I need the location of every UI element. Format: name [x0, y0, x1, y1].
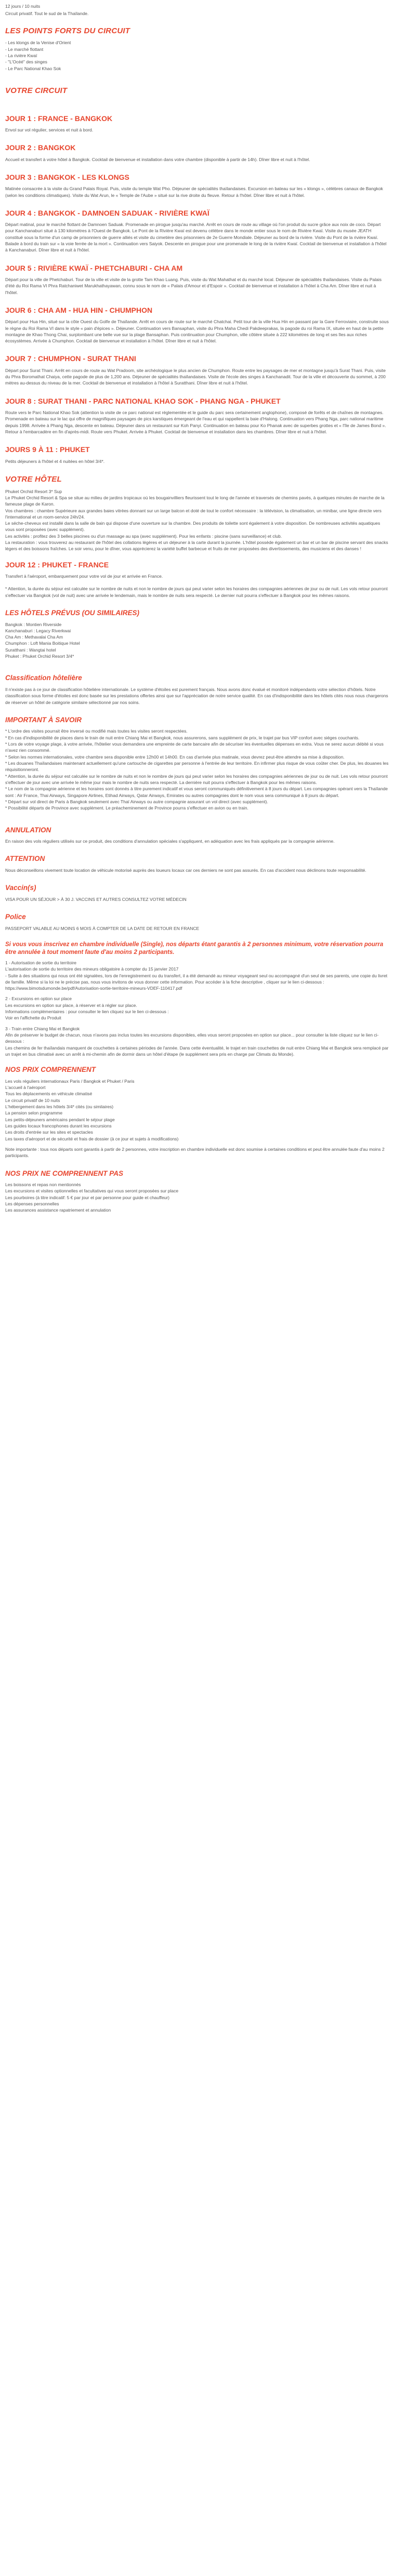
price-includes-title: NOS PRIX COMPRENNENT: [5, 1066, 96, 1074]
price-includes-item: Les vols réguliers internationaux Paris / Bangkok et Phuket / Paris: [5, 1078, 135, 1084]
price-excludes-item: Les assurances assistance rapatriement et annulation: [5, 1207, 111, 1213]
cancellation-text: En raison des vols réguliers utilisés sur ce produit, des conditions d'annulation spéciales s'appliquent, en adéquation avec les frais appliqués par la compagnie aérienne.: [5, 839, 335, 844]
day-description: Accueil et transfert à votre hôtel à Bangkok. Cocktail de bienvenue et installation dans votre chambre (disponible à partir de 14h). Dîner libre et nuit à l'hôtel.: [5, 156, 310, 162]
price-includes-item: La pension selon programme: [5, 1110, 63, 1116]
price-includes-item: Tous les déplacements en véhicule climatisé: [5, 1091, 93, 1097]
planned-hotel-item: Chumphon : Loft Mania Boitique Hotel: [5, 641, 80, 646]
cancellation-section: [5, 825, 389, 845]
day-description: Transfert à l'aéroport, embarquement pour votre vol de jour et arrivée en France.: [5, 574, 163, 579]
highlights-section: [5, 25, 389, 72]
info-line: 3 - Train entre Chiang Mai et Bangkok: [5, 1026, 80, 1031]
important-item: * Les douanes Thaïlandaises maintenant actuellement qu'une cartouche de cigarettes par personne à l'entrée de leur territoire. En infirmer plus risque de vous coûter cher. De plus, les douanes les réquisitionneront.: [5, 761, 389, 773]
info-line: Afin de préserver le budget de chacun, nous n'avons pas inclus toutes les excursions disponibles, elles vous seront proposées en option sur place... pour consulter la liste cliquez sur le lien ci-dessous :: [5, 1032, 379, 1044]
planned-hotel-item: Phuket : Phuket Orchid Resort 3/4*: [5, 654, 74, 659]
day-title: JOUR 2 : BANGKOK: [5, 143, 76, 152]
attention-title: ATTENTION: [5, 855, 45, 863]
info-line: Les chemins de fer thaïlandais manquent de couchettes à certaines périodes de l'année. Dans cette éventualité, le trajet en train couchettes de nuit entre Chiang Mai et Bangkok sera remplacé par un trajet en bus climatisé avec un arrêt à mi-chemin afin de dormir dans un hôtel d'étape (le supplément sera pris en charge par Climats du Monde).: [5, 1045, 389, 1057]
cancellation-title: ANNULATION: [5, 826, 51, 834]
price-excludes-section: [5, 1169, 389, 1214]
info-line: Les excursions en option sur place, à réserver et à régler sur place.: [5, 1002, 137, 1008]
important-list: [5, 728, 389, 811]
classification-section: [5, 673, 389, 706]
classification-title: Classification hôtelière: [5, 674, 82, 682]
day-title: JOUR 12 : PHUKET - FRANCE: [5, 560, 109, 569]
intro-section: [5, 3, 389, 17]
highlight-item: - Le marché flottant: [5, 46, 44, 52]
price-excludes-item: Les pourboires (à titre indicatif: 5 € par jour et par personne pour guide et chauffeur): [5, 1194, 169, 1200]
price-includes-section: [5, 1065, 389, 1159]
day-block: [5, 142, 389, 163]
info-line: 2 - Excursions en option sur place: [5, 996, 72, 1002]
price-excludes-item: Les excursions et visites optionnelles et facultatives qui vous seront proposées sur place: [5, 1188, 179, 1194]
price-excludes-item: Les boissons et repas non mentionnés: [5, 1182, 81, 1188]
classification-text: Il n'existe pas à ce jour de classification hôtelière internationale. Le système d'étoiles est purement français. Nous avons donc évalué et monitoré indépendants votre sélection d'hôtels. Notre classification sous forme d'étoiles est donc basée sur les prestations offertes ainsi que sur l'appréciation de notre service qualité. En cas d'indisponibilité dans les hôtels cités nous nous chargerons de réserver un hôtel de catégorie similaire sélectionné par nos soins.: [5, 686, 388, 705]
important-item: * Lors de votre voyage plage, à votre arrivée, l'hôtelier vous demandera une empreinte de carte bancaire afin de sécuriser les éventuelles dépenses en extra. Vous ne serez aucun débité si vous n'avez rien consommé.: [5, 741, 384, 753]
day-block: [5, 560, 389, 599]
day-title: JOUR 4 : BANGKOK - DAMNOEN SADUAK - RIVIÈRE KWAÏ: [5, 208, 209, 217]
planned-hotel-item: Cha Am : Methavalai Cha Am: [5, 634, 63, 640]
day-block: [5, 305, 389, 344]
day-title: JOUR 3 : BANGKOK - LES KLONGS: [5, 172, 129, 181]
price-includes-item: Le circuit privatif de 10 nuits: [5, 1097, 60, 1103]
vaccines-title: Vaccin(s): [5, 884, 36, 892]
single-room-notice-section: [5, 941, 389, 957]
info-line: 1 - Autorisation de sortie du territoire: [5, 960, 77, 965]
day-description: Départ pour la ville de Phetchaburi. Tour de la ville et visite de la grotte Tam Khao Luang. Puis, visite du Wat Mahathat et du marché local. Déjeuner de spécialités thaïlandaises. Visite du Palais d'été du Roi Rama VI Phra Ratchaniwet Marukhathayawan, connu sous le nom de « Palais d'Amour et d'Espoir ». Cocktail de bienvenue et installation à l'hôtel à Cha Am. Dîner libre et nuit à l'hôtel.: [5, 276, 382, 295]
day-block: [5, 208, 389, 254]
police-title: Police: [5, 913, 26, 921]
important-item: * Possibilité départs de Province avec supplément. Le préacheminement de Province pourra s'effectuer en avion ou en train.: [5, 805, 248, 811]
day-title: JOUR 8 : SURAT THANI - PARC NATIONAL KHAO SOK - PHANG NGA - PHUKET: [5, 396, 281, 405]
highlight-item: - Les klongs de la Venise d'Orient: [5, 40, 71, 46]
day-description: Départ matinal, pour le marché flottant de Damnoen Saduak. Promenade en pirogue jusqu'au marché. Arrêt en cours de route au village où l'on produit du sucre grâce aux noix de coco. Départ pour Kanchanaburi situé à 130 kilomètres à l'Ouest de Bangkok. Le Pont de la Rivière Kwaï est devenu célèbre dans le monde entier sous le nom de Rivière Kwaï. Visite du musée JEATH constitué sous la forme d'un camp de prisonniers de guerre alliés et visite du cimetière des prisonniers de 2e Guerre Mondiale. Déjeuner au bord de la rivière. Visite du Pont de la rivière Kwaï. Balade à bord du train sur « la voie ferrée de la mort ». Continuation vers Saiyok. Descente en pirogue pour une promenade le long de la rivière Kwaï. Cocktail de bienvenue et installation à l'hôtel à Kanchanaburi. Dîner libre et nuit à l'hôtel.: [5, 222, 387, 253]
important-title: IMPORTANT À SAVOIR: [5, 715, 82, 724]
planned-hotels-title: LES HÔTELS PRÉVUS (OU SIMILAIRES): [5, 608, 140, 617]
highlights-list: [5, 39, 389, 72]
day-description: Matinée consacrée à la visite du Grand Palais Royal. Puis, visite du temple Wat Pho. Déjeuner de spécialités thaïlandaises. Excursion en bateau sur les « klongs », célèbres canaux de Bangkok (selon les conditions climatiques). Visite du Wat Arun, le « Temple de l'Aube » situé sur la rive droite du fleuve. Retour à l'hôtel. Dîner libre et nuit à l'hôtel.: [5, 186, 383, 198]
price-includes-note: Note importante : tous nos départs sont garantis à partir de 2 personnes, votre inscription en chambre individuelle est donc soumise à certaines conditions et peut être annulée faute d'au moins 2 participants.: [5, 1146, 385, 1159]
day-title: JOURS 9 À 11 : PHUKET: [5, 445, 90, 454]
attention-section: [5, 854, 389, 873]
planned-hotels-section: [5, 608, 389, 659]
highlight-item: - "L'Océé" des singes: [5, 59, 47, 65]
important-item: * L'ordre des visites pourrait être inversé ou modifié mais toutes les visites seront respectées.: [5, 728, 188, 734]
day-title: JOUR 7 : CHUMPHON - SURAT THANI: [5, 354, 136, 363]
price-includes-item: Les taxes d'aéroport et de sécurité et frais de dossier (à ce jour et sujets à modifications): [5, 1136, 179, 1141]
price-includes-item: Les droits d'entrée sur les sites et spectacles: [5, 1130, 93, 1135]
itinerary-section: [5, 85, 389, 97]
hotel-line: Le séche-cheveux est installé dans la salle de bain qui dispose d'une ouverture sur la chambre. Des produits de toilette sont également à votre disposition. De nombreuses activités aquatiques vous sont proposées (avec supplément).: [5, 521, 380, 533]
hotel-line: La restauration : vous trouverez au restaurant de l'hôtel des collations légères et un déjeuner à la carte durant la journée. L'hôtel possède également un bar et un bar de piscine servant des snacks légers et des boissons fraîches. Le soir venu, pour le dîner, vous apprécierez la variété buffet barbecue et fruits de mer proposées des divertissements, des musiciens et des danses !: [5, 540, 388, 552]
planned-hotel-item: Bangkok : Montien Riverside: [5, 621, 62, 627]
price-includes-item: L'hébergement dans les hôtels 3/4* cités (ou similaires): [5, 1104, 114, 1110]
price-includes-item: Les guides locaux francophones durant les excursions: [5, 1123, 112, 1129]
day-description: Petits déjeuners à l'hôtel et 4 nuitées en hôtel 3/4*.: [5, 458, 105, 464]
additional-info-section: [5, 960, 389, 1057]
price-includes-item: L'accueil à l'aéroport: [5, 1085, 46, 1091]
planned-hotel-item: Kanchanaburi : Legacy Riverkwai: [5, 628, 71, 633]
hotel-line: Le Phuket Orchid Resort & Spa se situe au milieu de jardins tropicaux où les bougainvilliers fleurissent tout le long de l'année et traversés de chemins pavés, à quelques minutes de marche de la fameuse plage de Karon.: [5, 495, 385, 507]
highlights-title: LES POINTS FORTS DU CIRCUIT: [5, 26, 130, 35]
highlight-item: - La rivière Kwaï: [5, 53, 37, 58]
important-item: * Le nom de la compagnie aérienne et les horaires sont donnés à titre purement indicatif et vous seront communiqués définitivement à 8 jours du départ. Les compagnies opérant vers la Thaïlande sont : Air France, Thai Airways, Singapore Airlines, Etihad Airways, Qatar Airways, Emirates ou autres compagnies dont le nom vous sera communiqué à 8 jours du départ.: [5, 786, 388, 798]
important-section: [5, 715, 389, 812]
planned-hotel-item: Suratthani : Wangtai hotel: [5, 647, 56, 653]
price-excludes-list: [5, 1181, 389, 1214]
important-item: * Départ sur vol direct de Paris à Bangkok seulement avec Thaï Airways ou autre compagnie assurant un vol direct (avec supplément).: [5, 799, 268, 804]
duration-note: * Attention, la durée du séjour est calculée sur le nombre de nuits et non le nombre de jours qui peut varier selon les horaires des compagnies aériennes de jour ou de nuit. Les vols retour pourront s'effectuer via Bangkok (vol de nuit) avec une arrivée le lendemain, mais le nombre de nuits sera respecté. Le dernier nuit pourra s'effectuer à Bangkok pour les mêmes raisons.: [5, 586, 388, 598]
info-line: L'autorisation de sortie du territoire des mineurs obligatoire à compter du 15 janvier 2017: [5, 966, 179, 972]
vaccines-section: [5, 883, 389, 902]
price-excludes-item: Les dépenses personnelles: [5, 1201, 59, 1207]
hotel-description: [5, 488, 389, 552]
price-includes-item: Les petits-déjeuners américains pendant le séjour plage: [5, 1117, 115, 1122]
page: [0, 0, 394, 1229]
day-block: [5, 263, 389, 296]
attention-text: Nous déconseillons vivement toute location de véhicule motorisé auprès des loueurs locaux car ces derniers ne sont pas assurés. En cas d'accident nous déclinons toute responsabilité.: [5, 867, 366, 873]
police-section: [5, 912, 389, 932]
day-description: Envol sur vol régulier, services et nuit à bord.: [5, 127, 94, 132]
highlight-item: - Le Parc National Khao Sok: [5, 65, 61, 71]
important-item: * Selon les normes internationales, votre chambre sera disponible entre 12h00 et 14h00. En cas d'arrivée plus matinale, vous devrez peut-être attendre sa mise à disposition.: [5, 754, 345, 760]
price-excludes-title: NOS PRIX NE COMPRENNENT PAS: [5, 1169, 124, 1177]
day-description: Départ pour Hua Hin, situé sur la côte Ouest du Golfe de Thaïlande. Arrêt en cours de route sur le marché Chatchai. Petit tour de la ville Hua Hin en passant par la Gare Ferroviaire, construite sous le règne du Roi Rama VI dans le style « pain d'épices ». Déjeuner. Continuation vers Bansaphan, visite du Phra Maha Chedi Pakdeeprakas, la pagode du roi Rama IX, située en haut de la petite montagne de Khao Thong Chai, surplombant une belle vue sur la plage Bansaphan. Puis continuation pour Chumphon, ville côtière située à 222 kilomètres de long et ses îles aux riches écosystèmes. Arrivée à Chumphon. Cocktail de bienvenue et installation à l'hôtel. Dîner libre et nuit à l'hôtel.: [5, 319, 389, 344]
day-block: [5, 396, 389, 435]
info-line: - Suite à des situations qui nous ont été signalées, lors de l'enregistrement ou du transfert, il a été demandé au mineur voyageant seul ou accompagné d'un seul de ses parents, une copie du livret de famille. Même si la loi ne le précise pas, nous vous invitons de vous donner cette information. Pour accéder à la fiche descriptive , cliquer sur le lien ci-dessous : https://www.bimotsdumonde.be/pdf/Autorisation-sortie-territoire-mineurs-VDEF-110417.pdf: [5, 973, 388, 991]
day-title: JOUR 1 : FRANCE - BANGKOK: [5, 114, 113, 123]
hotel-line: Phuket Orchid Resort 3* Sup: [5, 488, 62, 494]
single-room-notice: Si vous vous inscrivez en chambre individuelle (Single), nos départs étant garantis à 2 personnes minimum, votre réservation pourra être annulée à tout moment faute d'au moins 2 participants.: [5, 941, 384, 955]
day-title: JOUR 5 : RIVIÈRE KWAÏ - PHETCHABURI - CHA AM: [5, 263, 183, 272]
additional-info-list: [5, 960, 389, 1057]
vaccines-text: VISA POUR UN SÉJOUR > À 30 J. VACCINS ET AUTRES CONSULTEZ VOTRE MÉDECIN: [5, 896, 187, 902]
trip-tagline: Circuit privatif. Tout le sud de la Thaïlande.: [5, 11, 89, 17]
hotel-title: VOTRE HÔTEL: [5, 474, 62, 484]
info-link[interactable]: Voir en l'affichette du Produit: [5, 1015, 61, 1021]
important-item: * Attention, la durée du séjour est calculée sur le nombre de nuits et non le nombre de jours qui peut varier selon les horaires des compagnies aériennes de jour ou de nuit. Les vols retour pourront s'effectuer de jour avec une arrivée le même jour mais le nombre de nuits sera respecté. La dernière nuit pourra s'effectuer à Bangkok pour les mêmes raisons.: [5, 773, 388, 785]
day-description: Route vers le Parc National Khao Sok (attention la visite de ce parc national est réglementée et le guide du parc sera certainement anglophone), composé de forêts et de chaînes de montagnes. Promenade en bateau sur le lac qui offre de magnifiques paysages de pics karstiques émergeant de l'eau et qui rappellent la baie d'Halong. Continuation vers Phang Nga, parc national maritime depuis 1998. Arrivée à Phang Nga, descente en bateau. Déjeuner dans un restaurant sur Koh Panyi. Continuation en bateau pour Ko Phanak avec de superbes grottes et « l'île de James Bond ». Retour à l'embarcadère en fin d'après-midi. Route vers Phuket. Arrivée à Phuket. Cocktail de bienvenue et installation dans les chambres. Dîner libre et nuit à l'hôtel.: [5, 410, 386, 434]
police-text: PASSEPORT VALABLE AU MOINS 6 MOIS À COMPTER DE LA DATE DE RETOUR EN FRANCE: [5, 925, 200, 931]
day-block: [5, 353, 389, 386]
day-description: Départ pour Surat Thani. Arrêt en cours de route au Wat Pradoom, site archéologique le plus ancien de Chumphon. Route entre les paysages de mer et montagne jusqu'à Surat Thani. Puis, visite du Phra Boromathat Chaiya, cette pagode de plus de 1,200 ans. Déjeuner de spécialités thaïlandaises. Visite de l'école des singes à Kanchanadit. Tour de la ville et découverte du sommet, à 200 mètres au-dessus du niveau de la mer. Cocktail de bienvenue et installation à l'hôtel à Suratthani. Dîner libre et nuit à l'hôtel.: [5, 367, 386, 386]
info-line: Informations complémentaires : pour consulter le lien cliquez sur le lien ci-dessous :: [5, 1009, 169, 1015]
planned-hotels-list: [5, 621, 389, 660]
hotel-section: [5, 474, 389, 552]
day-title: JOUR 6 : CHA AM - HUA HIN - CHUMPHON: [5, 306, 153, 314]
day-block: [5, 444, 389, 464]
day-block: [5, 172, 389, 198]
hotel-line: Vos chambres : chambre Supérieure aux grandes baies vitrées donnant sur un large balcon et doté de tout le confort nécessaire : la télévision, la climatisation, un minibar, une ligne directe vers l'international et un room-service 24h/24.: [5, 508, 382, 520]
trip-duration: 12 jours / 10 nuits: [5, 4, 41, 9]
important-item: * En cas d'indisponibilité de places dans le train de nuit entre Chiang Mai et Bangkok, nous assurerons, sans supplément de prix, le trajet par bus VIP confort avec siéges couchants.: [5, 735, 360, 740]
day-block: [5, 113, 389, 134]
itinerary-title: VOTRE CIRCUIT: [5, 86, 68, 95]
hotel-line: Les activités : profitez des 3 belles piscines ou d'un massage au spa (avec supplément). Pour les enfants : piscine (sans surveillance) et club.: [5, 533, 282, 539]
price-includes-list: [5, 1078, 389, 1142]
